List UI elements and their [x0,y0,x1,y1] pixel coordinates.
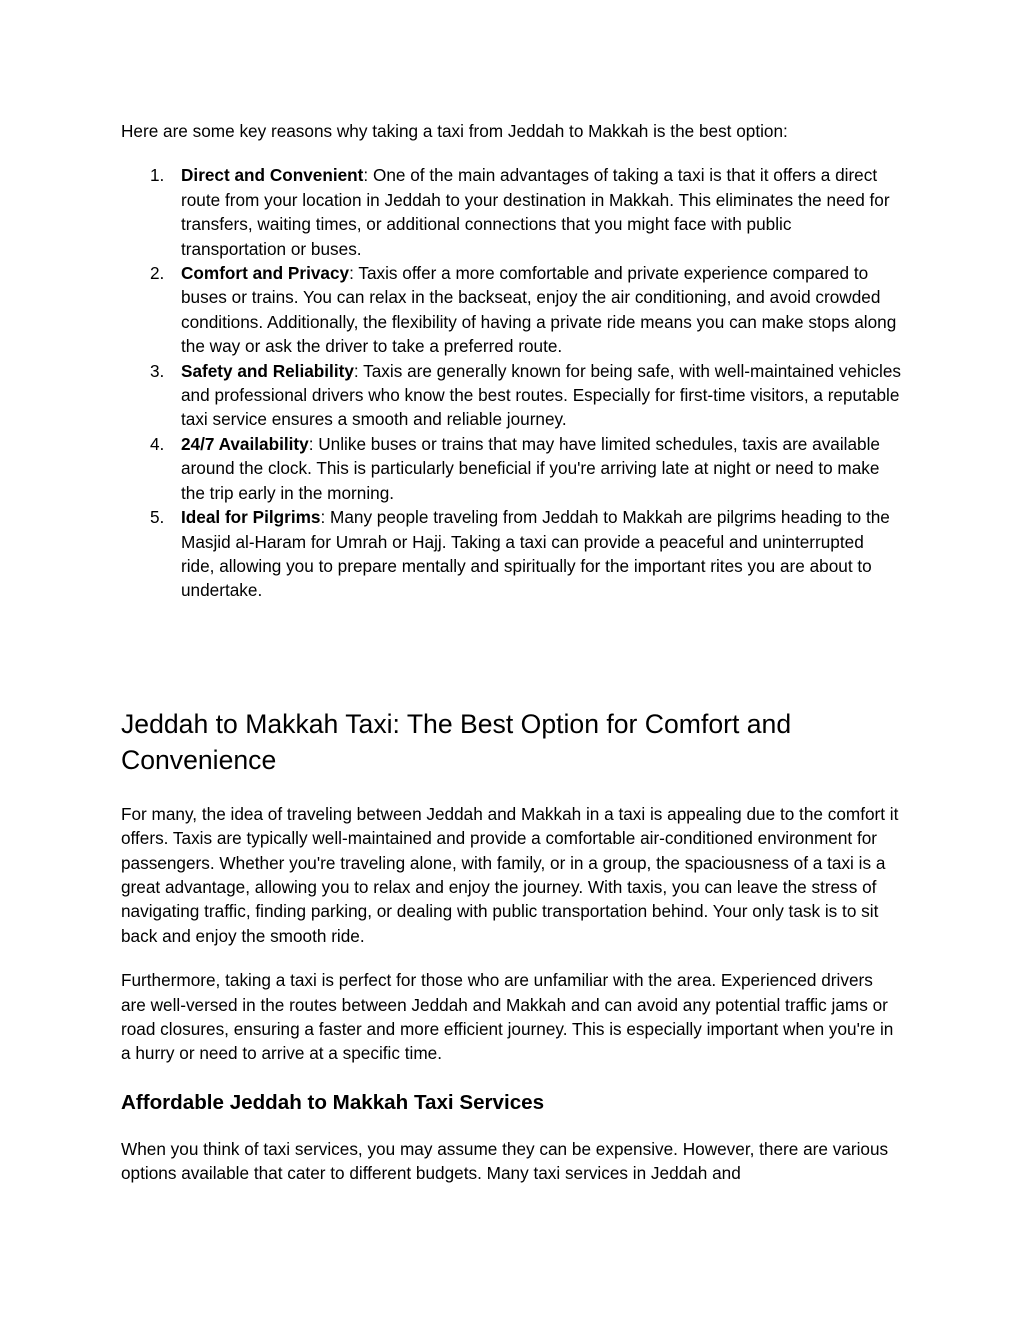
list-item-number: 4. [150,433,165,454]
list-item [121,432,901,505]
list-item-text: : One of the main advantages of taking a taxi is that it offers a direct route from your location in Jeddah to your destination in Makkah. This eliminates the need for transfers, waiting times, or additional connections that you might face with public transportation or buses. [181,165,890,259]
list-item-title: Safety and Reliability [181,360,354,381]
section-paragraph-1: For many, the idea of traveling between Jeddah and Makkah in a taxi is appealing due to the comfort it offers. Taxis are typically well-maintained and provide a comfortable air-conditioned environment for passengers. Whether you're traveling alone, with family, or in a group, the spaciousness of a taxi is a great advantage, allowing you to relax and enjoy the journey. With taxis, you can leave the stress of navigating traffic, finding parking, or dealing with public transportation behind. Your only task is to sit back and enjoy the smooth ride. [121,803,899,946]
section-paragraph-2: Furthermore, taking a taxi is perfect for those who are unfamiliar with the area. Experienced drivers are well-versed in the routes between Jeddah and Makkah and can avoid any potential traffic jams or road closures, ensuring a faster and more efficient journey. This is especially important when you're in a hurry or need to arrive at a specific time. [121,970,894,1064]
list-item-text: : Taxis offer a more comfortable and private experience compared to buses or trains. You can relax in the backseat, enjoy the air conditioning, and avoid crowded conditions. Additionally, the flexibility of having a private ride means you can make stops along the way or ask the driver to take a preferred route. [181,263,897,357]
list-item-number: 1. [150,165,165,186]
list-item [121,163,901,261]
list-item-title: Direct and Convenient [181,165,364,186]
list-item-number: 5. [150,507,165,528]
subsection-paragraph: When you think of taxi services, you may assume they can be expensive. However, there are various options available that cater to different budgets. Many taxi services in Jeddah and [121,1138,889,1184]
section-heading: Jeddah to Makkah Taxi: The Best Option for Comfort and Convenience [121,708,792,775]
list-item-text: : Many people traveling from Jeddah to Makkah are pilgrims heading to the Masjid al-Haram for Umrah or Hajj. Taking a taxi can provide a peaceful and uninterrupted ride, allowing you to prepare mentally and spiritually for the important rites you are about to undertake. [181,507,890,601]
list-item [121,359,901,432]
list-item-number: 3. [150,360,165,381]
intro-paragraph: Here are some key reasons why taking a taxi from Jeddah to Makkah is the best option: [121,121,788,141]
list-item-title: 24/7 Availability [181,433,309,454]
list-item-text: : Unlike buses or trains that may have limited schedules, taxis are available around the clock. This is particularly beneficial if you're arriving late at night or need to make the trip early in the morning. [181,433,880,503]
list-item-title: Comfort and Privacy [181,263,350,284]
list-item-title: Ideal for Pilgrims [181,507,321,528]
subsection-heading: Affordable Jeddah to Makkah Taxi Services [121,1090,545,1114]
list-item [121,261,901,359]
list-item-number: 2. [150,263,165,284]
list-item [121,505,901,603]
document-page [121,119,901,1186]
list-item-text: : Taxis are generally known for being safe, with well-maintained vehicles and professional drivers who know the best routes. Especially for first-time visitors, a reputable taxi service ensures a smooth and reliable journey. [181,360,901,430]
reasons-list [121,163,901,602]
